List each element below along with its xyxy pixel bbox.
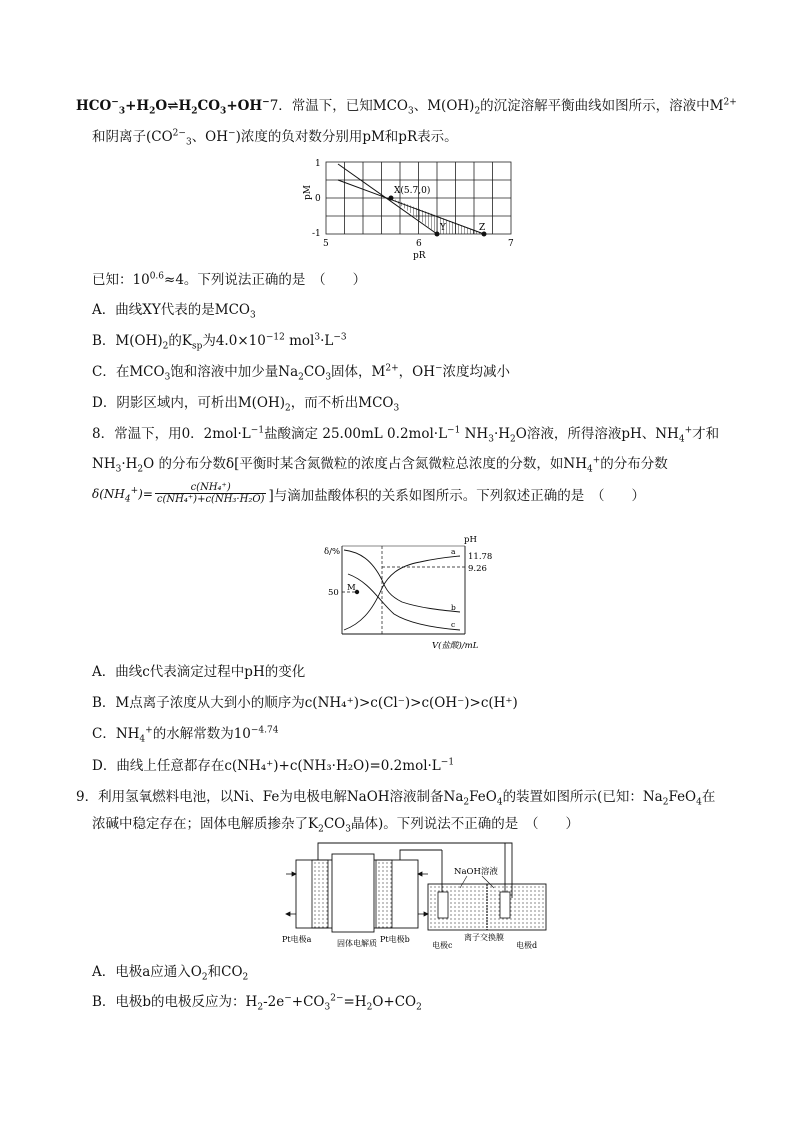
- text: NH: [460, 426, 489, 442]
- text: −4.74: [250, 725, 279, 736]
- text: )=: [138, 486, 153, 501]
- text: 4: [139, 734, 146, 745]
- text: 3: [345, 824, 351, 835]
- text: 2: [463, 797, 470, 808]
- text: −: [228, 128, 236, 139]
- curve-c-label: c: [451, 620, 456, 629]
- y-tick: 1: [315, 159, 321, 169]
- text: D．曲线上任意都存在c(NH₄⁺)+c(NH₃·H₂O)=0.2mol·L: [92, 758, 441, 774]
- q7-line1: [76, 96, 737, 116]
- text: 2+: [385, 363, 399, 374]
- wire: [400, 850, 442, 860]
- text: CO: [197, 98, 221, 114]
- text: A．曲线c代表滴定过程中pH的变化: [92, 664, 306, 680]
- text: +: [684, 425, 693, 436]
- text: )浓度的负对数分别用pM和pR表示。: [235, 129, 458, 145]
- text: 已知：10: [92, 272, 150, 288]
- text: 、OH: [191, 129, 229, 145]
- text: A．电极a应通入O: [92, 964, 202, 980]
- q7-option-a[interactable]: [92, 300, 256, 320]
- pt-b-label: Pt电极b: [380, 935, 410, 944]
- text: 3: [118, 106, 126, 117]
- q7-known: [92, 270, 366, 290]
- q9-line2: [92, 814, 579, 834]
- text: −: [111, 97, 119, 108]
- electrode-c-label: 电极c: [432, 941, 453, 950]
- q7-line2: [92, 127, 458, 147]
- text: +H: [125, 98, 150, 114]
- q8-option-d[interactable]: [92, 756, 454, 776]
- text: NH: [92, 456, 116, 472]
- curve-c: [348, 574, 460, 630]
- text: −: [284, 993, 292, 1004]
- text: C．在MCO: [92, 364, 165, 380]
- q7-chart: [296, 156, 526, 264]
- text: D．阴影区域内，可析出M(OH): [92, 395, 286, 411]
- fraction-denominator: c(NH₄⁺)+c(NH₃·H₂O): [156, 494, 265, 505]
- text: 2−: [172, 128, 186, 139]
- curve-xy: [338, 164, 437, 234]
- text: 4: [678, 434, 685, 445]
- pt-electrode-b: [376, 860, 392, 928]
- text: 在: [701, 789, 716, 805]
- q7-option-c[interactable]: [92, 362, 510, 382]
- text: B．M(OH): [92, 333, 163, 349]
- solid-electrolyte-label: 固体电解质: [337, 939, 377, 948]
- text: 的装置如图所示(已知：Na: [502, 789, 663, 805]
- q9-diagram: [282, 838, 552, 954]
- electrode-c: [438, 892, 448, 918]
- text: H: [178, 98, 192, 114]
- text: O+CO: [372, 994, 417, 1010]
- point-x: [389, 196, 394, 201]
- pt-electrode-a: [312, 860, 328, 928]
- y-tick: -1: [312, 229, 321, 239]
- text: 9．利用氢氧燃料电池，以Ni、Fe为电极电解NaOH溶液制备Na: [76, 789, 464, 805]
- text: 3: [185, 137, 192, 148]
- q8-chart: [320, 532, 500, 654]
- text: 2: [285, 403, 291, 414]
- text: 4: [586, 464, 593, 475]
- text: 2: [149, 106, 156, 117]
- x-tick: 6: [416, 239, 422, 249]
- text: 2+: [723, 97, 737, 108]
- text: 2: [191, 106, 198, 117]
- text: 固体，M: [331, 364, 386, 380]
- text: 晶体)。下列说法不正确的是 （ ）: [350, 816, 579, 832]
- text: 8．常温下，用0．2mol·L: [92, 426, 251, 442]
- text: 2−: [330, 993, 344, 1004]
- text: mol: [284, 333, 315, 349]
- fraction-numerator: c(NH₄⁺): [190, 482, 231, 493]
- electrode-d-label: 电极d: [516, 941, 538, 950]
- text: 4: [696, 797, 702, 808]
- text: 3: [115, 464, 122, 475]
- text: 4: [124, 493, 131, 504]
- pt-a-label: Pt电极a: [282, 935, 312, 944]
- delta-lhs: [92, 485, 153, 504]
- text: 2: [662, 797, 669, 808]
- x-axis-label: V(盐酸)/mL: [432, 641, 479, 651]
- point-y: [435, 232, 440, 237]
- membrane-label: 离子交换膜: [464, 933, 504, 942]
- text: ≈4。下列说法正确的是 （ ）: [164, 272, 367, 288]
- text: 盐酸滴定 25.00mL 0.2mol·L: [264, 426, 448, 442]
- text: 的沉淀溶解平衡曲线如图所示，溶液中M: [480, 98, 724, 114]
- text: 3: [164, 372, 171, 383]
- text: 2: [137, 464, 144, 475]
- text: 2: [416, 1002, 422, 1013]
- text: −3: [333, 332, 347, 343]
- text: B．M点离子浓度从大到小的顺序为c(NH₄⁺)>c(Cl⁻)>c(OH⁻)>c(H⁺): [92, 695, 518, 711]
- point-y-label: Y: [440, 223, 446, 233]
- text: -2e: [263, 994, 285, 1010]
- q7-option-d[interactable]: [92, 393, 399, 413]
- text: O 的分布分数δ[平衡时某含氮微粒的浓度占含氮微粒总浓度的分数，如NH: [143, 456, 587, 472]
- text: A．曲线XY代表的是MCO: [92, 302, 250, 318]
- text: 3: [488, 434, 494, 445]
- text: −1: [250, 425, 265, 436]
- text: −: [262, 97, 270, 108]
- text: ，而不析出MCO: [290, 395, 394, 411]
- left-tick: 50: [328, 588, 339, 598]
- q8-option-b[interactable]: [92, 693, 518, 713]
- fraction: [155, 482, 267, 505]
- text: B．电极b的电极反应为：H: [92, 994, 258, 1010]
- equilibrium-arrow: ⇌: [167, 98, 179, 114]
- text: =H: [343, 994, 367, 1010]
- text: −1: [440, 757, 455, 768]
- q7-option-b[interactable]: [92, 331, 347, 351]
- q9-option-a[interactable]: [92, 962, 248, 982]
- q8-line2: [92, 454, 668, 474]
- x-axis-label: pR: [413, 251, 426, 261]
- text: 2: [318, 824, 324, 835]
- x-tick: 5: [323, 239, 329, 249]
- right-tick: 11.78: [468, 552, 493, 562]
- y-right-label: pH: [464, 535, 477, 545]
- text: +OH: [226, 98, 263, 114]
- text: 3: [325, 372, 332, 383]
- text: 2: [257, 1002, 264, 1013]
- text: 浓碱中稳定存在；固体电解质掺杂了K: [92, 816, 319, 832]
- q8-formula-line: [92, 482, 645, 505]
- text: −: [435, 363, 443, 374]
- text: 4: [496, 797, 503, 808]
- text: FeO: [469, 789, 497, 805]
- text: δ(NH: [92, 486, 125, 501]
- text: sp: [191, 341, 203, 352]
- text: 3: [393, 403, 400, 414]
- text: 2: [474, 106, 481, 117]
- naoh-label: NaOH溶液: [454, 867, 498, 877]
- text: 2: [366, 1002, 373, 1013]
- electrode-d: [500, 892, 510, 918]
- text: 才和: [692, 426, 720, 442]
- text: +: [130, 485, 139, 496]
- q8-option-c[interactable]: [92, 724, 278, 744]
- text: 为4.0×10: [202, 333, 266, 349]
- text: 的水解常数为10: [152, 726, 251, 742]
- text: HCO: [76, 98, 112, 114]
- y-axis-label: pM: [303, 185, 313, 200]
- solid-electrolyte: [332, 854, 374, 932]
- text: CO: [323, 816, 346, 832]
- text: C．NH: [92, 726, 140, 742]
- text: 和CO: [207, 964, 243, 980]
- curve-b-label: b: [451, 603, 456, 612]
- text: 饱和溶液中加少量Na: [170, 364, 299, 380]
- text: +: [592, 455, 601, 466]
- text: 3: [324, 1002, 331, 1013]
- text: FeO: [668, 789, 697, 805]
- text: 2: [242, 972, 249, 983]
- text: 、M(OH): [413, 98, 475, 114]
- text: 3: [408, 106, 414, 117]
- text: 7．常温下，已知MCO: [269, 98, 408, 114]
- q8-line1: [92, 424, 719, 444]
- text: ·H: [493, 426, 511, 442]
- y-tick: 0: [315, 194, 321, 204]
- text: O溶液，所得溶液pH、NH: [515, 426, 679, 442]
- q9-option-b[interactable]: [92, 992, 422, 1012]
- x-tick: 7: [508, 239, 514, 249]
- curve-a-label: a: [451, 547, 456, 556]
- text: −12: [265, 332, 285, 343]
- text: 2: [298, 372, 304, 383]
- text: 和阴离子(CO: [92, 129, 173, 145]
- right-tick: 9.26: [468, 564, 487, 574]
- text: 3: [220, 106, 227, 117]
- q8-option-a[interactable]: [92, 662, 305, 682]
- text: CO: [303, 364, 326, 380]
- text: 浓度均减小: [442, 364, 511, 380]
- point-z-label: Z: [479, 223, 486, 233]
- text: ]与滴加盐酸体积的关系如图所示。下列叙述正确的是 （ ）: [268, 487, 645, 504]
- q9-line1: [76, 787, 715, 807]
- text: −1: [447, 425, 461, 436]
- y-left-label: δ/%: [324, 547, 341, 557]
- text: 3: [250, 310, 256, 321]
- text: 2: [162, 341, 169, 352]
- text: +: [145, 725, 153, 736]
- text: 的分布分数: [600, 456, 668, 472]
- point-m-label: M: [347, 583, 356, 593]
- text: 的K: [168, 333, 192, 349]
- text: ·H: [121, 456, 138, 472]
- text: 0.6: [149, 271, 165, 282]
- text: O: [155, 98, 168, 114]
- text: 2: [201, 972, 208, 983]
- text: +CO: [291, 994, 325, 1010]
- text: 3: [314, 332, 321, 343]
- text: ·L: [320, 333, 334, 349]
- text: ，OH: [398, 364, 435, 380]
- text: 2: [510, 434, 516, 445]
- point-x-label: X(5.7,0): [394, 186, 431, 196]
